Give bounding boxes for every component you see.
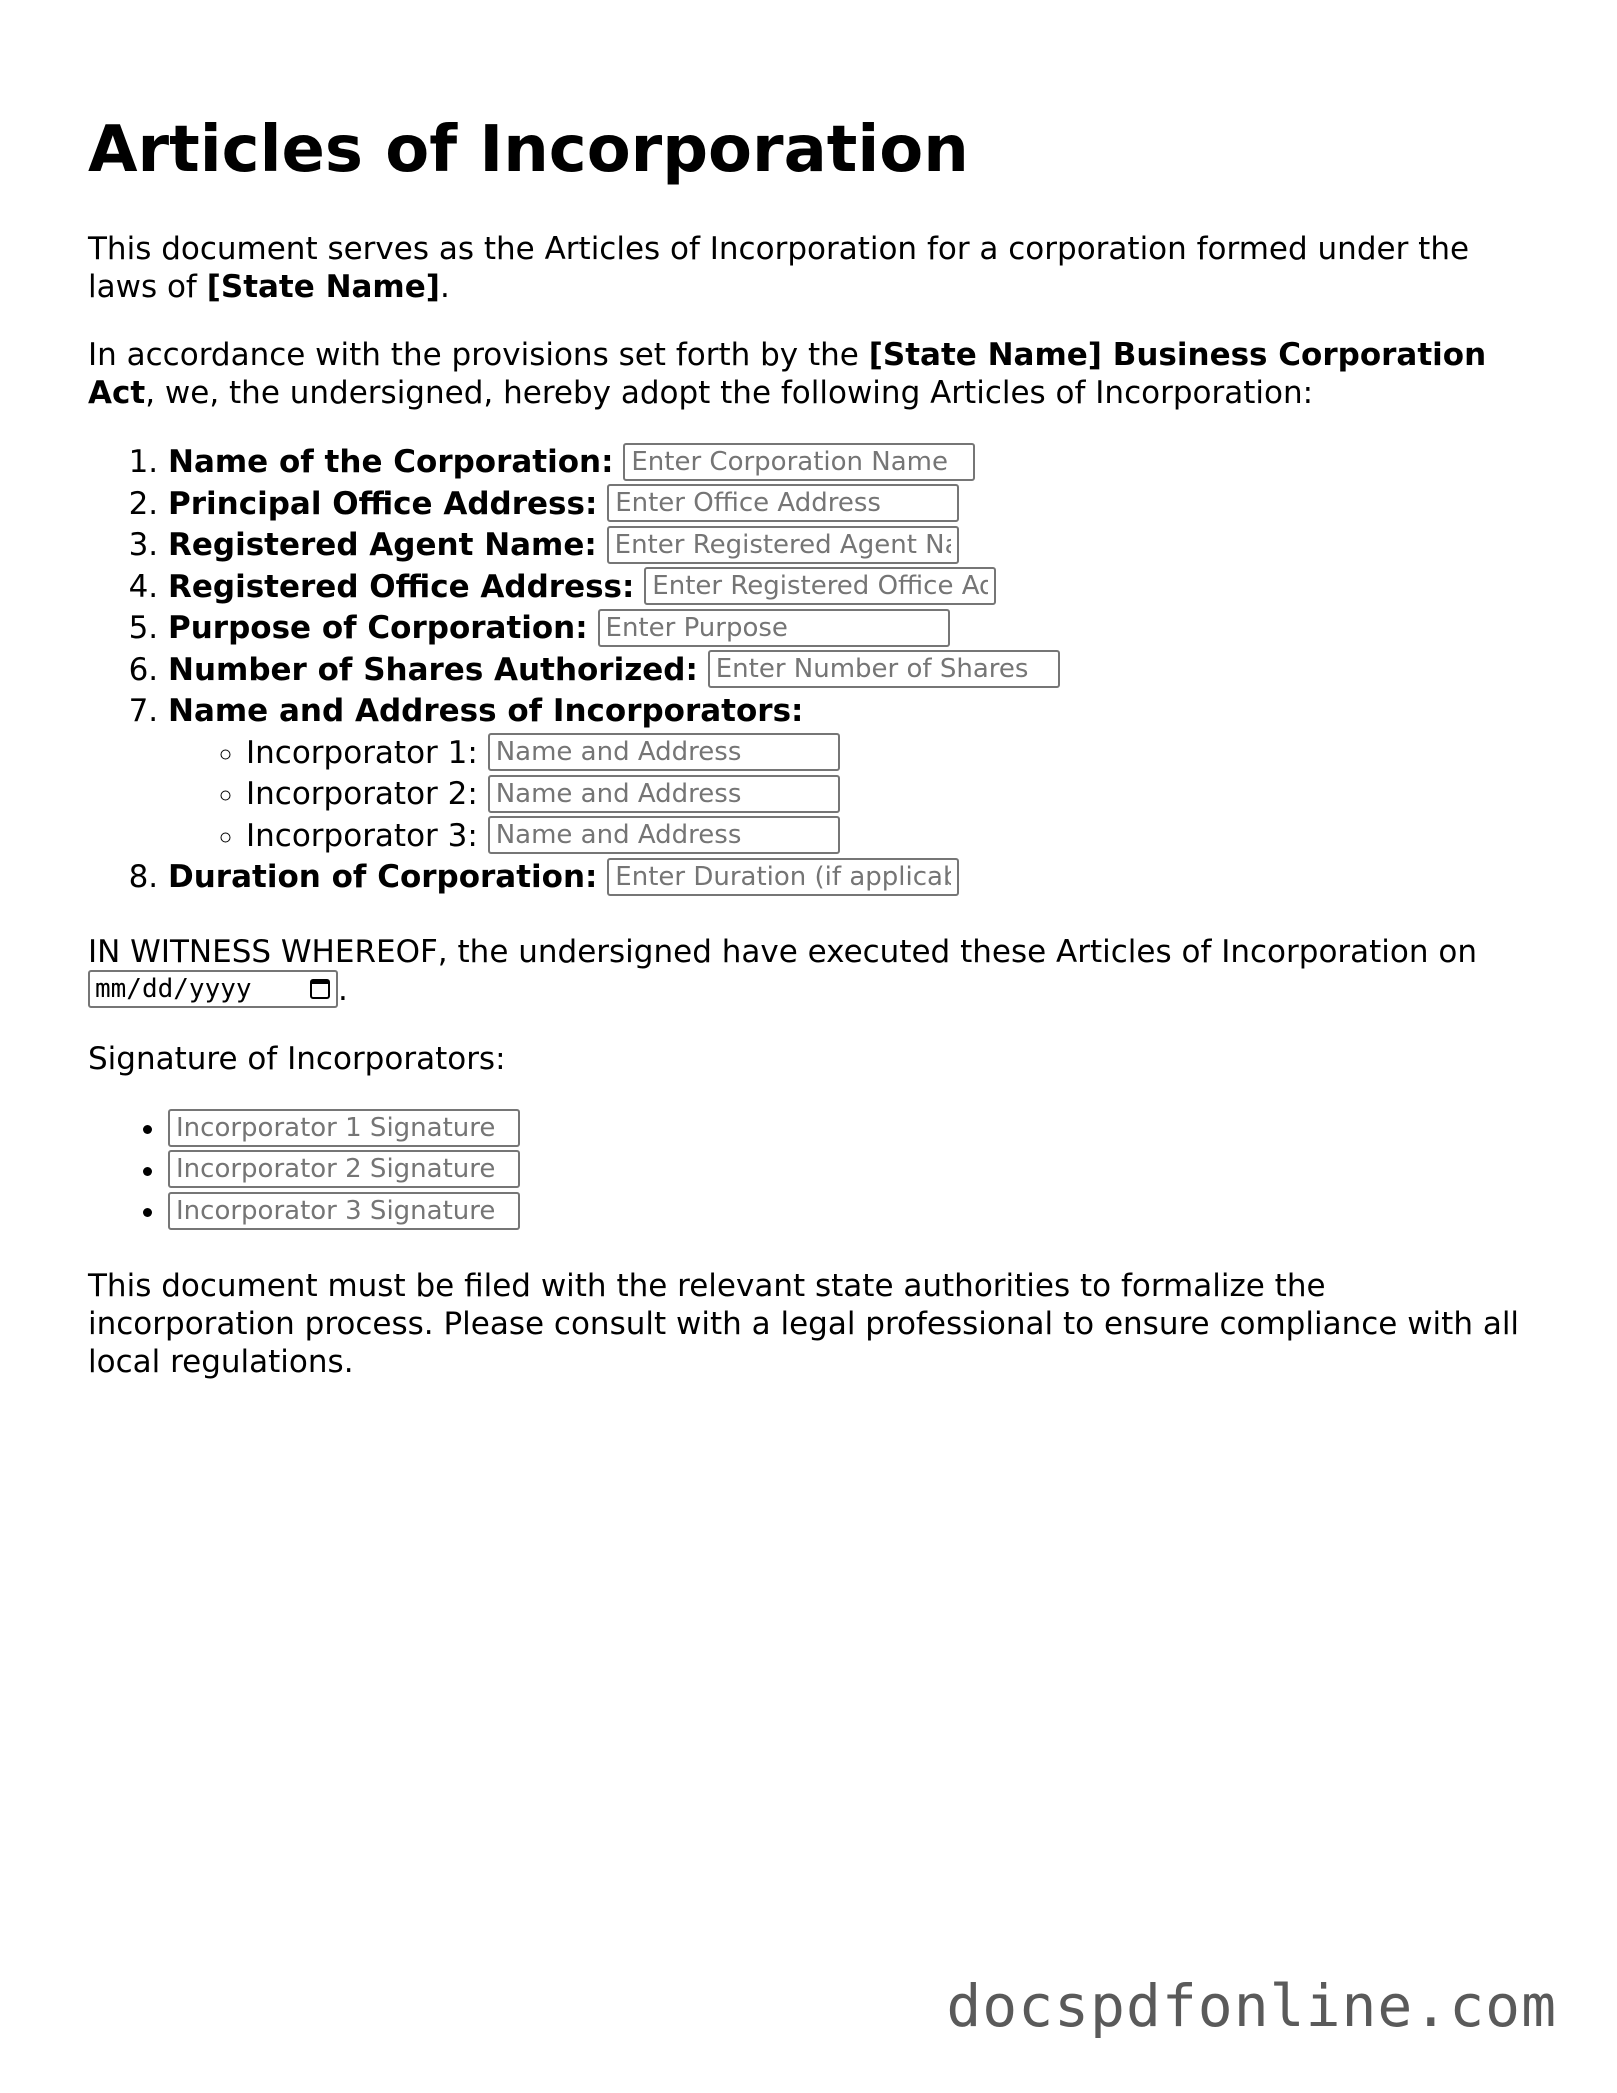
article-item [168,650,1528,692]
accordance-paragraph [88,336,1528,412]
article-item [168,691,1528,857]
incorporator-2-input[interactable] [488,775,840,813]
article-label: Registered Agent Name: [168,527,597,563]
corporation-name-input[interactable] [623,443,975,481]
execution-date-input[interactable] [88,970,338,1008]
incorporators-list [168,733,1528,858]
incorporator-label: Incorporator 2: [246,776,478,812]
watermark: docspdfonline.com [946,1972,1557,2040]
purpose-input[interactable] [598,609,950,647]
registered-agent-input[interactable] [607,526,959,564]
date-placeholder: mm/dd/yyyy [95,974,252,1004]
article-label: Principal Office Address: [168,485,598,522]
shares-input[interactable] [708,650,1060,688]
signature-item [168,1191,1528,1233]
calendar-icon[interactable] [310,979,330,999]
state-name: [State Name] [206,269,440,305]
incorporator-label: Incorporator 1: [246,734,478,771]
signature-heading: Signature of Incorporators: [88,1041,506,1077]
footer-note: This document must be filed with the relevant state authorities to formalize the incorporation process. Please consult with a legal professional to ensure compliance with all local regulations. [88,1267,1520,1380]
duration-input[interactable] [607,858,959,896]
article-item [168,484,1528,526]
intro-text: This document serves as the Articles of Incorporation for a corporation formed under the laws of [88,231,1470,305]
signature-3-input[interactable] [168,1192,520,1230]
witness-paragraph [88,933,1528,1011]
article-item [168,442,1528,484]
signatures-list [88,1108,1528,1233]
article-label: Registered Office Address: [168,568,635,605]
incorporator-label: Incorporator 3: [246,817,478,854]
article-item [168,567,1528,609]
intro-period: . [439,269,450,305]
incorporator-1-input[interactable] [488,733,840,771]
article-label: Name and Address of Incorporators: [168,693,804,729]
signature-1-input[interactable] [168,1109,520,1147]
act-name: [State Name] Business Corporation Act [88,337,1487,411]
document-page [88,108,1528,1411]
witness-text: IN WITNESS WHEREOF, the undersigned have executed these Articles of Incorporation on [88,933,1478,970]
article-label: Duration of Corporation: [168,859,598,895]
registered-office-input[interactable] [644,567,996,605]
signature-2-input[interactable] [168,1150,520,1188]
incorporator-item [246,816,1528,858]
page-title: Articles of Incorporation [88,113,969,187]
incorporator-item [246,774,1528,816]
article-item [168,608,1528,650]
office-address-input[interactable] [607,484,959,522]
accordance-text-end: , we, the undersigned, hereby adopt the following Articles of Incorporation: [145,375,1314,411]
intro-paragraph [88,230,1528,306]
article-item [168,857,1528,899]
accordance-text: In accordance with the provisions set forth by the [88,337,869,373]
incorporator-item [246,733,1528,775]
article-label: Purpose of Corporation: [168,610,588,646]
article-item [168,525,1528,567]
incorporator-3-input[interactable] [488,816,840,854]
article-label: Number of Shares Authorized: [168,651,698,688]
articles-list [88,442,1528,899]
witness-period: . [338,971,348,1008]
article-label: Name of the Corporation: [168,444,614,480]
signature-item [168,1150,1528,1192]
signature-item [168,1108,1528,1150]
